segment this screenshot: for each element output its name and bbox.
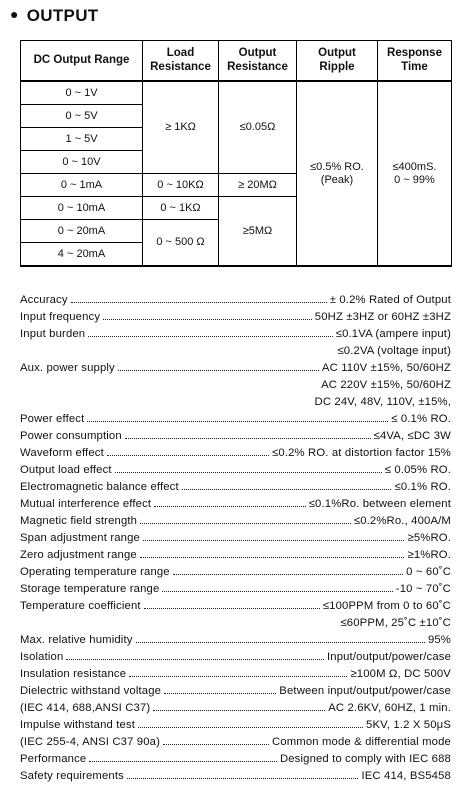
header-output-ripple: Output Ripple [297, 41, 378, 82]
spec-row [20, 493, 451, 510]
load-cell-voltage: ≥ 1KΩ [143, 81, 219, 174]
header-load-resistance: Load Resistance [143, 41, 219, 82]
header-output-resistance: Output Resistance [219, 41, 297, 82]
range-cell: 0 ~ 20mA [21, 220, 143, 243]
spec-value: ≤4VA, ≤DC 3W [373, 430, 451, 442]
spec-label: Performance [20, 753, 87, 765]
spec-label: (IEC 255-4, ANSI C37 90a) [20, 736, 161, 748]
header-dc-output-range: DC Output Range [21, 41, 143, 82]
spec-value: ≤0.2%Ro., 400A/M [353, 515, 451, 527]
spec-label: Max. relative humidity [20, 634, 133, 646]
load-cell-20ma: 0 ~ 500 Ω [143, 220, 219, 267]
spec-value: ≤0.1%Ro. between element [308, 498, 451, 510]
spec-value: DC 24V, 48V, 110V, ±15%, [314, 396, 451, 408]
section-title-text: OUTPUT [26, 6, 99, 25]
dot-leader [154, 505, 306, 507]
spec-row [20, 697, 451, 714]
spec-value: ≤0.2VA (voltage input) [337, 345, 451, 357]
dot-leader [115, 471, 382, 473]
spec-row [20, 714, 451, 731]
spec-value: ≤ 0.1% RO. [391, 413, 451, 425]
dot-leader [140, 522, 351, 524]
spec-label: (IEC 414, 688,ANSI C37) [20, 702, 151, 714]
output-table [20, 40, 452, 267]
dot-leader [140, 556, 405, 558]
dot-leader [136, 641, 425, 643]
dot-leader [153, 709, 325, 711]
spec-row [20, 459, 451, 476]
spec-value: 5KV, 1.2 X 50μS [366, 719, 451, 731]
section-title [10, 6, 98, 26]
spec-label: Aux. power supply [20, 362, 115, 374]
spec-value: 50HZ ±3HZ or 60HZ ±3HZ [314, 311, 451, 323]
dot-leader [144, 607, 320, 609]
spec-label: Isolation [20, 651, 64, 663]
spec-row [20, 340, 451, 357]
spec-row [20, 442, 451, 459]
spec-row [20, 629, 451, 646]
spec-label: Waveform effect [20, 447, 104, 459]
dot-leader [71, 301, 327, 303]
spec-value: AC 110V ±15%, 50/60HZ [321, 362, 451, 374]
spec-label: Power consumption [20, 430, 122, 442]
spec-value: Common mode & differential mode [271, 736, 451, 748]
dot-leader [162, 590, 392, 592]
ripple-cell: ≤0.5% RO. (Peak) [297, 81, 378, 266]
spec-row [20, 646, 451, 663]
spec-row [20, 510, 451, 527]
spec-label: Output load effect [20, 464, 112, 476]
spec-row [20, 731, 451, 748]
outres-cell-20ma: ≥5MΩ [219, 197, 297, 267]
table-header-row [21, 41, 452, 82]
spec-row [20, 306, 451, 323]
spec-label: Impulse withstand test [20, 719, 136, 731]
spec-label: Accuracy [20, 294, 68, 306]
spec-row [20, 527, 451, 544]
dot-leader [138, 726, 363, 728]
spec-label: Storage temperature range [20, 583, 160, 595]
spec-value: IEC 414, BS5458 [361, 770, 451, 782]
spec-label: Operating temperature range [20, 566, 170, 578]
spec-label: Insulation resistance [20, 668, 127, 680]
dot-leader [107, 454, 269, 456]
spec-value: ≥5%RO. [407, 532, 451, 544]
spec-label: Span adjustment range [20, 532, 140, 544]
spec-row [20, 663, 451, 680]
spec-label: Input frequency [20, 311, 101, 323]
dot-leader [143, 539, 405, 541]
dot-leader [182, 488, 392, 490]
spec-row [20, 425, 451, 442]
spec-row [20, 323, 451, 340]
spec-value: Input/output/power/case [326, 651, 451, 663]
dot-leader [163, 743, 269, 745]
spec-label: Temperature coefficient [20, 600, 141, 612]
spec-value: ≤0.1% RO. [394, 481, 451, 493]
spec-label: Zero adjustment range [20, 549, 137, 561]
outres-cell-voltage: ≤0.05Ω [219, 81, 297, 174]
spec-value: ≤60PPM, 25˚C ±10˚C [340, 617, 451, 629]
dot-leader [164, 692, 276, 694]
spec-value: -10 ~ 70˚C [395, 583, 451, 595]
spec-value: Between input/output/power/case [279, 685, 451, 697]
spec-value: ≤ 0.05% RO. [384, 464, 451, 476]
spec-row [20, 595, 451, 612]
range-cell: 0 ~ 1mA [21, 174, 143, 197]
range-cell: 0 ~ 5V [21, 105, 143, 128]
spec-value: 0 ~ 60˚C [406, 566, 451, 578]
spec-list [20, 289, 451, 782]
dot-leader [103, 318, 312, 320]
spec-label: Input burden [20, 328, 86, 340]
dot-leader [129, 675, 347, 677]
range-cell: 0 ~ 10V [21, 151, 143, 174]
spec-value: ± 0.2% Rated of Output [329, 294, 451, 306]
table-row [21, 81, 452, 105]
spec-row [20, 680, 451, 697]
spec-label: Power effect [20, 413, 85, 425]
dot-leader [173, 573, 403, 575]
spec-row [20, 561, 451, 578]
spec-row [20, 289, 451, 306]
dot-leader [87, 420, 388, 422]
spec-label: Safety requirements [20, 770, 124, 782]
spec-row [20, 612, 451, 629]
spec-row [20, 408, 451, 425]
header-response-time: Response Time [378, 41, 452, 82]
spec-value: ≥100M Ω, DC 500V [350, 668, 451, 680]
spec-value: AC 220V ±15%, 50/60HZ [321, 379, 451, 391]
spec-row [20, 374, 451, 391]
dot-leader [66, 658, 324, 660]
range-cell: 0 ~ 1V [21, 81, 143, 105]
spec-row [20, 391, 451, 408]
dot-leader [88, 335, 332, 337]
spec-row [20, 748, 451, 765]
spec-row [20, 578, 451, 595]
spec-value: ≥1%RO. [407, 549, 451, 561]
response-cell: ≤400mS. 0 ~ 99% [378, 81, 452, 266]
dot-leader [89, 760, 277, 762]
range-cell: 1 ~ 5V [21, 128, 143, 151]
dot-leader [127, 777, 358, 779]
spec-value: 95% [427, 634, 451, 646]
spec-value: ≤0.2% RO. at distortion factor 15% [272, 447, 451, 459]
spec-label: Magnetic field strength [20, 515, 138, 527]
range-cell: 4 ~ 20mA [21, 243, 143, 267]
load-cell-10ma: 0 ~ 1KΩ [143, 197, 219, 220]
spec-row [20, 544, 451, 561]
spec-row [20, 357, 451, 374]
dot-leader [118, 369, 319, 371]
spec-row [20, 765, 451, 782]
spec-value: Designed to comply with IEC 688 [279, 753, 451, 765]
spec-label: Dielectric withstand voltage [20, 685, 162, 697]
spec-value: ≤0.1VA (ampere input) [335, 328, 451, 340]
range-cell: 0 ~ 10mA [21, 197, 143, 220]
spec-row [20, 476, 451, 493]
bullet-icon: ● [10, 6, 19, 22]
load-cell-1ma: 0 ~ 10KΩ [143, 174, 219, 197]
outres-cell-1ma: ≥ 20MΩ [219, 174, 297, 197]
spec-label: Electromagnetic balance effect [20, 481, 179, 493]
spec-value: AC 2.6KV, 60HZ, 1 min. [328, 702, 451, 714]
spec-value: ≤100PPM from 0 to 60˚C [322, 600, 451, 612]
dot-leader [125, 437, 371, 439]
spec-label: Mutual interference effect [20, 498, 152, 510]
